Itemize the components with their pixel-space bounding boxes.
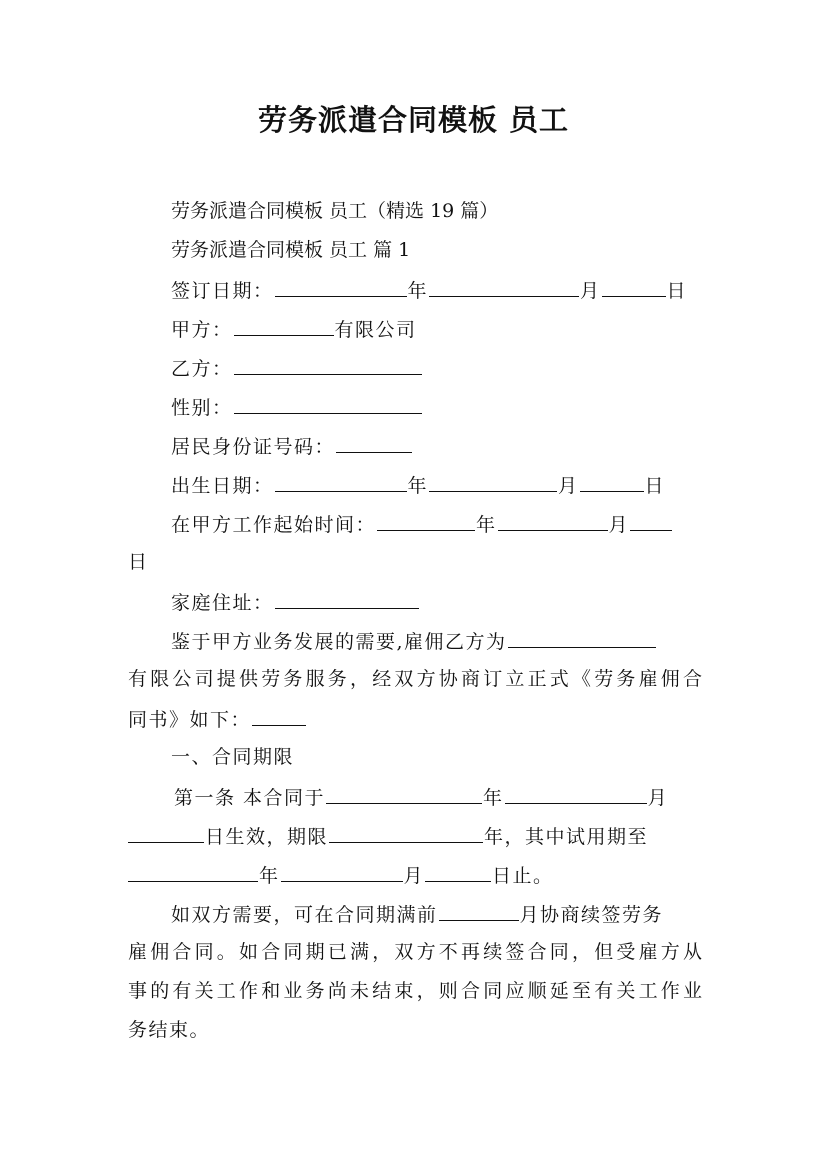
gender-blank[interactable]	[234, 395, 422, 414]
id-number-line	[128, 434, 702, 458]
year-label: 年	[476, 514, 497, 536]
article-text: 年，其中试用期至	[484, 826, 649, 848]
day-label: 日	[128, 551, 149, 573]
paragraph-2-line-3	[128, 980, 702, 1002]
paragraph-text: 务结束。	[128, 1019, 211, 1041]
party-b-label: 乙方：	[171, 358, 233, 380]
party-a-suffix: 有限公司	[334, 319, 417, 341]
gender-line	[128, 395, 702, 419]
id-number-blank[interactable]	[336, 434, 412, 453]
birth-day-blank[interactable]	[580, 473, 644, 492]
year-label: 年	[259, 865, 280, 887]
term-blank[interactable]	[329, 824, 483, 843]
month-label: 月	[647, 787, 669, 809]
chapter-heading-text: 劳务派遣合同模板 员工 篇 1	[171, 239, 411, 261]
subtitle-text: 劳务派遣合同模板 员工（精选 19 篇）	[171, 200, 499, 222]
document-title: 劳务派遣合同模板 员工	[257, 103, 570, 137]
article-1-line-2	[128, 824, 702, 848]
paragraph-text: 月协商续签劳务	[519, 904, 664, 926]
subtitle-line	[128, 200, 702, 222]
article-1-line-3	[128, 863, 702, 887]
sign-date-line	[128, 278, 702, 302]
effective-day-blank[interactable]	[128, 824, 204, 843]
party-b-line	[128, 356, 702, 380]
birth-date-label: 出生日期：	[171, 475, 274, 497]
sign-year-blank[interactable]	[275, 278, 407, 297]
paragraph-1-line-3	[128, 707, 702, 731]
day-label: 日	[666, 280, 688, 302]
paragraph-text: 事的有关工作和业务尚未结束，则合同应顺延至有关工作业	[128, 980, 702, 1002]
paragraph-text: 有限公司提供劳务服务，经双方协商订立正式《劳务雇佣合	[128, 668, 702, 690]
paragraph-1-line-2	[128, 668, 702, 690]
effective-year-blank[interactable]	[326, 785, 482, 804]
article-text: 日生效，期限	[205, 826, 329, 848]
month-label: 月	[403, 865, 425, 887]
year-label: 年	[407, 475, 429, 497]
day-label: 日	[644, 475, 666, 497]
birth-date-line	[128, 473, 702, 497]
section-heading	[128, 746, 702, 768]
month-label: 月	[558, 475, 579, 497]
paragraph-2-line-4	[128, 1019, 702, 1041]
start-month-blank[interactable]	[498, 512, 608, 531]
paragraph-1-line-1	[128, 629, 702, 653]
start-time-line-cont	[128, 551, 702, 573]
section-heading-text: 一、合同期限	[171, 746, 295, 768]
trial-day-blank[interactable]	[425, 863, 491, 882]
month-label: 月	[580, 280, 601, 302]
sign-day-blank[interactable]	[602, 278, 666, 297]
birth-year-blank[interactable]	[275, 473, 407, 492]
party-b-blank[interactable]	[234, 356, 422, 375]
chapter-heading	[128, 239, 702, 261]
paragraph-text: 雇佣合同。如合同期已满，双方不再续签合同，但受雇方从	[128, 941, 702, 963]
month-label: 月	[608, 514, 630, 536]
start-time-label: 在甲方工作起始时间：	[171, 514, 377, 536]
paragraph-2-line-1	[128, 902, 702, 926]
start-time-line	[128, 512, 702, 536]
terms-blank[interactable]	[252, 707, 306, 726]
address-blank[interactable]	[275, 590, 419, 609]
paragraph-text: 鉴于甲方业务发展的需要,雇佣乙方为	[171, 631, 507, 653]
paragraph-text: 如双方需要，可在合同期满前	[171, 904, 438, 926]
year-label: 年	[407, 280, 429, 302]
article-text: 第一条 本合同于	[174, 787, 326, 809]
trial-year-blank[interactable]	[128, 863, 258, 882]
gender-label: 性别：	[171, 397, 233, 419]
start-day-blank[interactable]	[630, 512, 672, 531]
article-1-line-1	[128, 785, 702, 809]
renew-months-blank[interactable]	[439, 902, 519, 921]
party-a-label: 甲方：	[171, 319, 233, 341]
address-label: 家庭住址：	[171, 592, 274, 614]
start-year-blank[interactable]	[377, 512, 475, 531]
party-a-line	[128, 317, 702, 341]
company-blank[interactable]	[508, 629, 656, 648]
sign-date-label: 签订日期：	[171, 280, 274, 302]
party-a-blank[interactable]	[234, 317, 334, 336]
article-text: 日止。	[492, 865, 554, 887]
birth-month-blank[interactable]	[429, 473, 557, 492]
paragraph-text: 同书》如下：	[128, 709, 252, 731]
sign-month-blank[interactable]	[429, 278, 579, 297]
trial-month-blank[interactable]	[281, 863, 403, 882]
year-label: 年	[483, 787, 504, 809]
address-line	[128, 590, 702, 614]
effective-month-blank[interactable]	[505, 785, 647, 804]
id-number-label: 居民身份证号码：	[171, 436, 336, 458]
paragraph-2-line-2	[128, 941, 702, 963]
